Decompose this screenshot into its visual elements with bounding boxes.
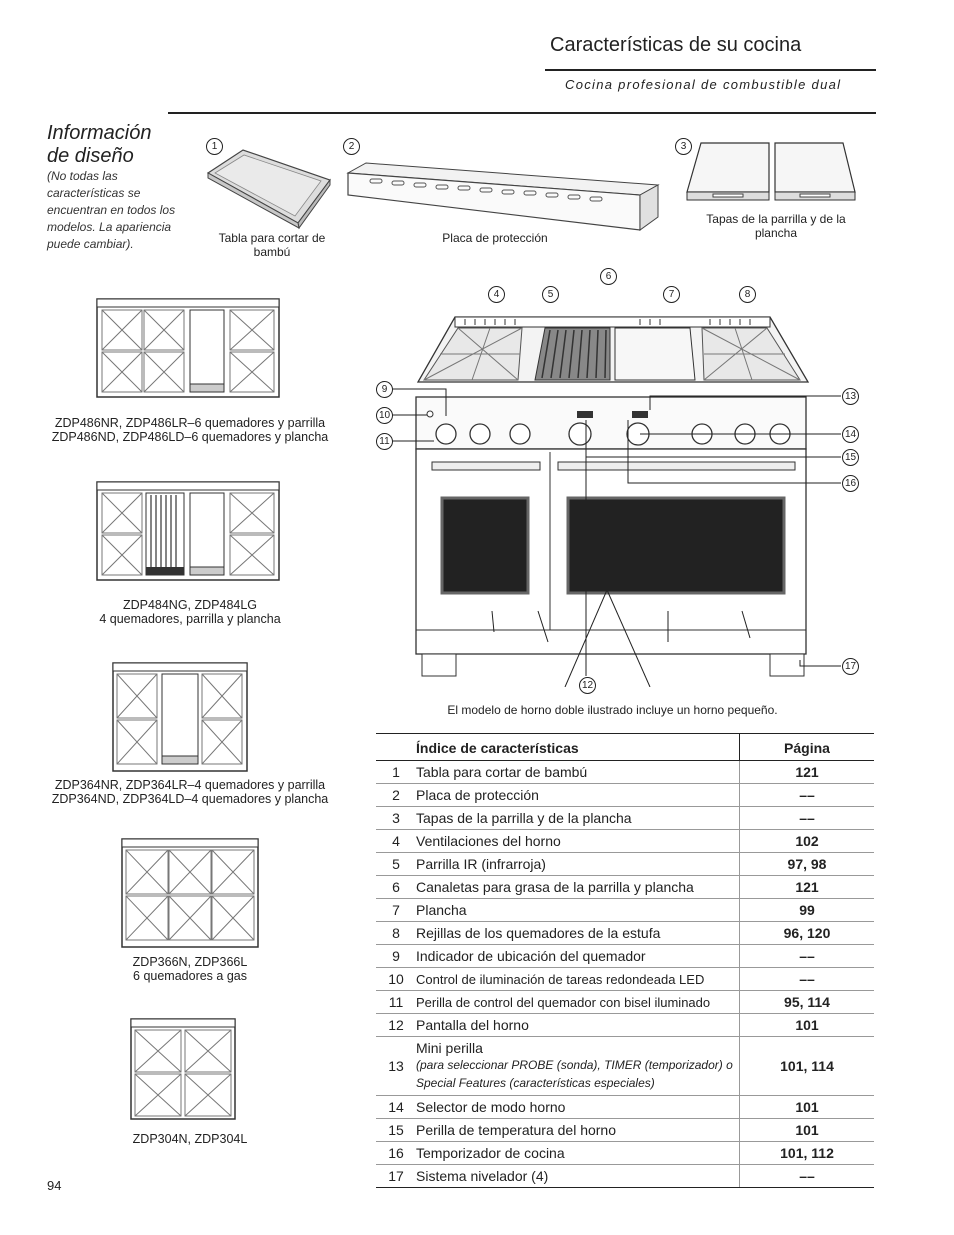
callout-2: 2 [343,138,360,155]
page-subtitle: Cocina profesional de combustible dual [565,77,842,92]
backguard-illustration [340,155,665,235]
row-page: –– [740,968,875,991]
callout-8: 8 [739,286,756,303]
row-feature: Indicador de ubicación del quemador [416,945,740,968]
cutting-board-illustration [203,145,333,230]
table-row [376,1165,874,1188]
row-number: 2 [376,784,416,807]
callout-10: 10 [376,407,393,424]
row-number: 17 [376,1165,416,1188]
model-caption-366: ZDP366N, ZDP366L 6 quemadores a gas [132,955,248,983]
section-note: (No todas las características se encuentran en todos los modelos. La apariencia puede cambiar). [47,169,176,251]
row-number: 6 [376,876,416,899]
row-page: 121 [740,876,875,899]
row-feature: Plancha [416,899,740,922]
row-page: 101 [740,1014,875,1037]
row-note: (para seleccionar PROBE (sonda), TIMER (temporizador) o Special Features (características especiales) [416,1058,733,1090]
range-caption: El modelo de horno doble ilustrado incluye un horno pequeño. [447,703,778,717]
feature-table-container [376,733,874,1188]
table-row [376,945,874,968]
row-feature: Mini perilla (para seleccionar PROBE (sonda), TIMER (temporizador) o Special Features (características especiales) [416,1037,740,1096]
model-caption-364: ZDP364NR, ZDP364LR–4 quemadores y parrilla ZDP364ND, ZDP364LD–4 quemadores y plancha [51,778,329,806]
row-feature: Parrilla IR (infrarroja) [416,853,740,876]
callout-3: 3 [675,138,692,155]
row-feature: Control de iluminación de tareas redondeada LED [416,968,740,991]
callout-7: 7 [663,286,680,303]
row-feature: Perilla de temperatura del horno [416,1119,740,1142]
griddle-covers-illustration [683,140,858,205]
callout-12: 12 [579,677,596,694]
model-thumbnail-364 [112,662,248,772]
model-caption-486: ZDP486NR, ZDP486LR–6 quemadores y parrilla ZDP486ND, ZDP486LD–6 quemadores y plancha [51,416,329,444]
row-page: –– [740,807,875,830]
model-thumbnail-484 [96,481,280,581]
row-number: 1 [376,761,416,784]
model-thumbnail-366 [121,838,259,948]
callout-14: 14 [842,426,859,443]
callout-16: 16 [842,475,859,492]
row-number: 11 [376,991,416,1014]
row-number: 14 [376,1096,416,1119]
row-feature: Sistema nivelador (4) [416,1165,740,1188]
row-feature: Pantalla del horno [416,1014,740,1037]
table-header-row [376,734,874,761]
callout-17: 17 [842,658,859,675]
row-feature: Tabla para cortar de bambú [416,761,740,784]
table-row [376,922,874,945]
callout-5: 5 [542,286,559,303]
table-row [376,807,874,830]
row-page: 95, 114 [740,991,875,1014]
row-number: 15 [376,1119,416,1142]
callout-4: 4 [488,286,505,303]
row-number: 5 [376,853,416,876]
page-title: Características de su cocina [550,34,802,56]
callout-leaders [390,380,850,680]
column-header-page: Página [740,734,875,761]
table-row [376,1142,874,1165]
callout-11: 11 [376,433,393,450]
row-page: –– [740,784,875,807]
row-number: 9 [376,945,416,968]
section-rule [168,112,876,114]
row-number: 13 [376,1037,416,1096]
row-page: 97, 98 [740,853,875,876]
model-caption-484: ZDP484NG, ZDP484LG 4 quemadores, parrilla y plancha [99,598,281,626]
table-row [376,853,874,876]
section-heading: Información de diseño [47,122,152,167]
callout-1: 1 [206,138,223,155]
row-number: 4 [376,830,416,853]
row-feature: Selector de modo horno [416,1096,740,1119]
table-row [376,1119,874,1142]
callout-9: 9 [376,381,393,398]
callout-15: 15 [842,449,859,466]
callout-13: 13 [842,388,859,405]
row-number: 16 [376,1142,416,1165]
table-row [376,991,874,1014]
row-number: 12 [376,1014,416,1037]
row-page: 101, 112 [740,1142,875,1165]
row-page: –– [740,1165,875,1188]
table-row [376,761,874,784]
row-page: –– [740,945,875,968]
table-row [376,1014,874,1037]
row-page: 99 [740,899,875,922]
row-page: 101 [740,1096,875,1119]
row-feature: Perilla de control del quemador con bisel iluminado [416,991,740,1014]
accessory-caption-3: Tapas de la parrilla y de la plancha [706,212,846,240]
row-number: 8 [376,922,416,945]
table-row [376,830,874,853]
row-feature: Canaletas para grasa de la parrilla y plancha [416,876,740,899]
model-thumbnail-304 [130,1018,236,1120]
table-row [376,784,874,807]
table-row [376,1096,874,1119]
row-number: 3 [376,807,416,830]
header-rule [545,69,876,71]
table-body [376,761,874,1188]
row-feature: Placa de protección [416,784,740,807]
model-caption-304: ZDP304N, ZDP304L [132,1132,248,1146]
row-number: 7 [376,899,416,922]
row-feature: Rejillas de los quemadores de la estufa [416,922,740,945]
row-feature: Temporizador de cocina [416,1142,740,1165]
feature-index-table [376,733,874,1188]
row-page: 101, 114 [740,1037,875,1096]
accessory-caption-1: Tabla para cortar de bambú [218,231,326,259]
row-page: 102 [740,830,875,853]
row-feature: Tapas de la parrilla y de la plancha [416,807,740,830]
row-page: 96, 120 [740,922,875,945]
row-feature: Ventilaciones del horno [416,830,740,853]
table-row [376,1037,874,1096]
table-row [376,876,874,899]
column-header-feature: Índice de características [416,734,740,761]
row-page: 101 [740,1119,875,1142]
row-page: 121 [740,761,875,784]
model-thumbnail-486 [96,298,280,398]
table-row [376,968,874,991]
accessory-caption-2: Placa de protección [442,231,548,245]
page-number: 94 [47,1178,62,1193]
table-row [376,899,874,922]
row-number: 10 [376,968,416,991]
callout-6: 6 [600,268,617,285]
